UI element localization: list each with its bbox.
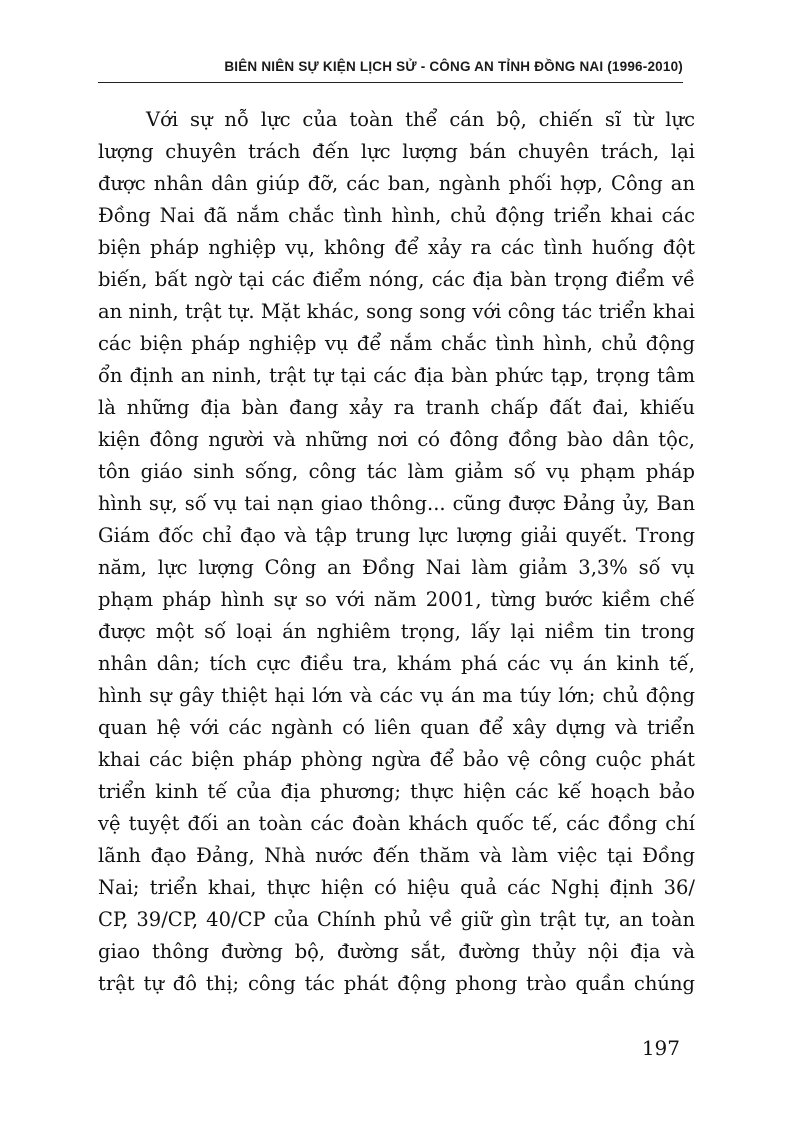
text-line: CP, 39/CP, 40/CP của Chính phủ về giữ gìn trật tự, an toàn xyxy=(98,908,695,931)
text-line: các biện pháp nghiệp vụ để nắm chắc tình hình, chủ động xyxy=(98,332,695,355)
text-line: là những địa bàn đang xảy ra tranh chấp đất đai, khiếu xyxy=(98,396,695,419)
page-number: 197 xyxy=(641,1036,680,1060)
text-line: phạm pháp hình sự so với năm 2001, từng bước kiềm chế xyxy=(98,588,695,611)
text-line: trật tự đô thị; công tác phát động phong trào quần chúng xyxy=(98,972,695,995)
text-line: giao thông đường bộ, đường sắt, đường thủy nội địa và xyxy=(98,940,695,963)
text-line: năm, lực lượng Công an Đồng Nai làm giảm 3,3% số vụ xyxy=(98,556,695,579)
text-line: lãnh đạo Đảng, Nhà nước đến thăm và làm việc tại Đồng xyxy=(98,844,695,867)
text-line: vệ tuyệt đối an toàn các đoàn khách quốc tế, các đồng chí xyxy=(98,812,695,835)
text-line: quan hệ với các ngành có liên quan để xây dựng và triển xyxy=(98,716,695,739)
text-line: biện pháp nghiệp vụ, không để xảy ra các tình huống đột xyxy=(98,236,695,259)
text-line: lượng chuyên trách đến lực lượng bán chuyên trách, lại xyxy=(98,140,695,163)
text-line: biến, bất ngờ tại các điểm nóng, các địa bàn trọng điểm về xyxy=(98,268,695,291)
text-line: hình sự, số vụ tai nạn giao thông... cũng được Đảng ủy, Ban xyxy=(98,492,695,515)
text-line: được một số loại án nghiêm trọng, lấy lại niềm tin trong xyxy=(98,620,695,643)
running-title: BIÊN NIÊN SỰ KIỆN LỊCH SỬ - CÔNG AN TỈNH ĐỒNG NAI (1996-2010) xyxy=(224,59,683,74)
running-header xyxy=(98,56,683,83)
text-line: kiện đông người và những nơi có đông đồng bào dân tộc, xyxy=(98,428,695,451)
text-line: triển kinh tế của địa phương; thực hiện các kế hoạch bảo xyxy=(98,780,695,803)
text-line: hình sự gây thiệt hại lớn và các vụ án ma túy lớn; chủ động xyxy=(98,684,695,707)
text-line: Nai; triển khai, thực hiện có hiệu quả các Nghị định 36/ xyxy=(98,876,695,899)
text-line: Đồng Nai đã nắm chắc tình hình, chủ động triển khai các xyxy=(98,204,695,227)
text-line: Với sự nỗ lực của toàn thể cán bộ, chiến sĩ từ lực xyxy=(146,108,695,131)
text-line: nhân dân; tích cực điều tra, khám phá các vụ án kinh tế, xyxy=(98,652,695,675)
text-line: tôn giáo sinh sống, công tác làm giảm số vụ phạm pháp xyxy=(98,460,695,483)
text-line: Giám đốc chỉ đạo và tập trung lực lượng giải quyết. Trong xyxy=(98,524,695,547)
text-line: ổn định an ninh, trật tự tại các địa bàn phức tạp, trọng tâm xyxy=(98,364,695,387)
text-line: an ninh, trật tự. Mặt khác, song song với công tác triển khai xyxy=(98,300,695,323)
body-paragraph xyxy=(98,104,695,1000)
text-line: được nhân dân giúp đỡ, các ban, ngành phối hợp, Công an xyxy=(98,172,695,195)
text-line: khai các biện pháp phòng ngừa để bảo vệ công cuộc phát xyxy=(98,748,695,771)
